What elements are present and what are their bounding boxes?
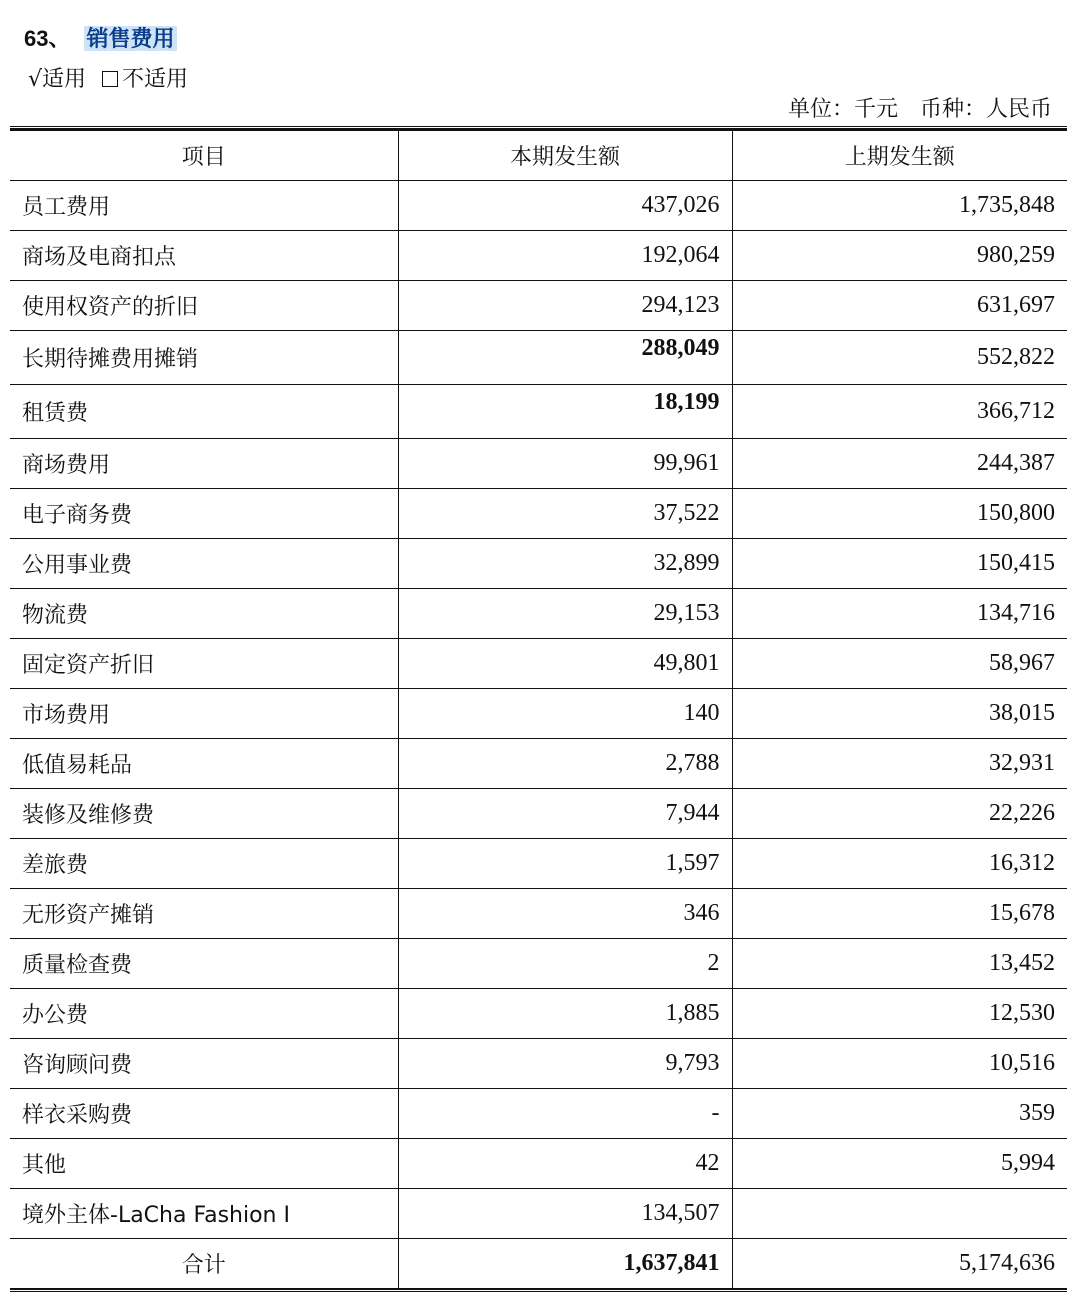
- row-item: 无形资产摊销: [10, 889, 398, 939]
- not-applicable-label: 不适用: [122, 67, 189, 92]
- table-row: [10, 331, 1067, 385]
- row-current: 134,507: [398, 1189, 732, 1239]
- row-previous: 38,015: [732, 689, 1067, 739]
- sales-expense-table: [10, 129, 1067, 1289]
- row-item: 商场费用: [10, 439, 398, 489]
- row-item: 其他: [10, 1139, 398, 1189]
- row-previous: [732, 1189, 1067, 1239]
- header-item: 项目: [10, 130, 398, 181]
- row-item: 境外主体-LaCha Fashion I: [10, 1189, 398, 1239]
- row-current: 9,793: [398, 1039, 732, 1089]
- table-total-row: [10, 1239, 1067, 1289]
- table-row: [10, 939, 1067, 989]
- table-row: [10, 231, 1067, 281]
- row-previous: 22,226: [732, 789, 1067, 839]
- row-item: 长期待摊费用摊销: [10, 331, 398, 385]
- row-previous: 359: [732, 1089, 1067, 1139]
- row-previous: 366,712: [732, 385, 1067, 439]
- row-previous: 15,678: [732, 889, 1067, 939]
- row-item: 租赁费: [10, 385, 398, 439]
- table-row: [10, 385, 1067, 439]
- total-previous: 5,174,636: [732, 1239, 1067, 1289]
- row-item: 固定资产折旧: [10, 639, 398, 689]
- row-previous: 150,800: [732, 489, 1067, 539]
- row-current: 1,597: [398, 839, 732, 889]
- row-item: 低值易耗品: [10, 739, 398, 789]
- row-item: 样衣采购费: [10, 1089, 398, 1139]
- header-previous-period: 上期发生额: [732, 130, 1067, 181]
- row-current: 37,522: [398, 489, 732, 539]
- row-current: -: [398, 1089, 732, 1139]
- row-previous: 58,967: [732, 639, 1067, 689]
- row-current: 7,944: [398, 789, 732, 839]
- row-previous: 1,735,848: [732, 181, 1067, 231]
- section-title: 销售费用: [86, 26, 175, 51]
- row-item: 质量检查费: [10, 939, 398, 989]
- section-heading: [24, 22, 177, 53]
- row-item: 办公费: [10, 989, 398, 1039]
- row-current: 29,153: [398, 589, 732, 639]
- row-previous: 5,994: [732, 1139, 1067, 1189]
- unit-currency-line: 单位：千元 币种：人民币: [787, 97, 1052, 122]
- table-row: [10, 839, 1067, 889]
- row-previous: 980,259: [732, 231, 1067, 281]
- row-current: 192,064: [398, 231, 732, 281]
- row-current: 2,788: [398, 739, 732, 789]
- row-current: 288,049: [398, 331, 732, 385]
- section-number: 63、: [24, 26, 71, 51]
- row-previous: 150,415: [732, 539, 1067, 589]
- row-previous: 16,312: [732, 839, 1067, 889]
- table-row: [10, 439, 1067, 489]
- row-item: 使用权资产的折旧: [10, 281, 398, 331]
- checkmark-icon: √: [28, 67, 43, 92]
- unchecked-box-icon: [102, 71, 118, 87]
- table-row: [10, 689, 1067, 739]
- header-current-period: 本期发生额: [398, 130, 732, 181]
- row-current: 49,801: [398, 639, 732, 689]
- row-current: 437,026: [398, 181, 732, 231]
- row-current: 346: [398, 889, 732, 939]
- row-current: 32,899: [398, 539, 732, 589]
- row-previous: 552,822: [732, 331, 1067, 385]
- table-row: [10, 739, 1067, 789]
- row-current: 140: [398, 689, 732, 739]
- row-previous: 32,931: [732, 739, 1067, 789]
- row-current: 42: [398, 1139, 732, 1189]
- table-row: [10, 1089, 1067, 1139]
- sales-expense-table-frame: [10, 126, 1067, 1292]
- table-row: [10, 1139, 1067, 1189]
- applicable-label: 适用: [42, 67, 87, 92]
- total-label: 合计: [10, 1239, 398, 1289]
- table-row: [10, 639, 1067, 689]
- row-item: 咨询顾问费: [10, 1039, 398, 1089]
- row-current: 2: [398, 939, 732, 989]
- table-row: [10, 1039, 1067, 1089]
- row-current: 1,885: [398, 989, 732, 1039]
- table-row: [10, 1189, 1067, 1239]
- row-item: 市场费用: [10, 689, 398, 739]
- row-item: 物流费: [10, 589, 398, 639]
- row-current: 18,199: [398, 385, 732, 439]
- applicability-line: [28, 62, 188, 93]
- table-row: [10, 181, 1067, 231]
- row-item: 公用事业费: [10, 539, 398, 589]
- row-previous: 631,697: [732, 281, 1067, 331]
- row-previous: 10,516: [732, 1039, 1067, 1089]
- table-row: [10, 889, 1067, 939]
- row-previous: 244,387: [732, 439, 1067, 489]
- row-previous: 134,716: [732, 589, 1067, 639]
- table-row: [10, 539, 1067, 589]
- table-row: [10, 489, 1067, 539]
- row-item: 商场及电商扣点: [10, 231, 398, 281]
- table-header-row: [10, 130, 1067, 181]
- row-item: 电子商务费: [10, 489, 398, 539]
- table-row: [10, 281, 1067, 331]
- row-item: 装修及维修费: [10, 789, 398, 839]
- row-previous: 12,530: [732, 989, 1067, 1039]
- row-item: 员工费用: [10, 181, 398, 231]
- row-current: 294,123: [398, 281, 732, 331]
- row-item: 差旅费: [10, 839, 398, 889]
- table-row: [10, 589, 1067, 639]
- table-row: [10, 989, 1067, 1039]
- row-current: 99,961: [398, 439, 732, 489]
- row-previous: 13,452: [732, 939, 1067, 989]
- total-current: 1,637,841: [398, 1239, 732, 1289]
- table-row: [10, 789, 1067, 839]
